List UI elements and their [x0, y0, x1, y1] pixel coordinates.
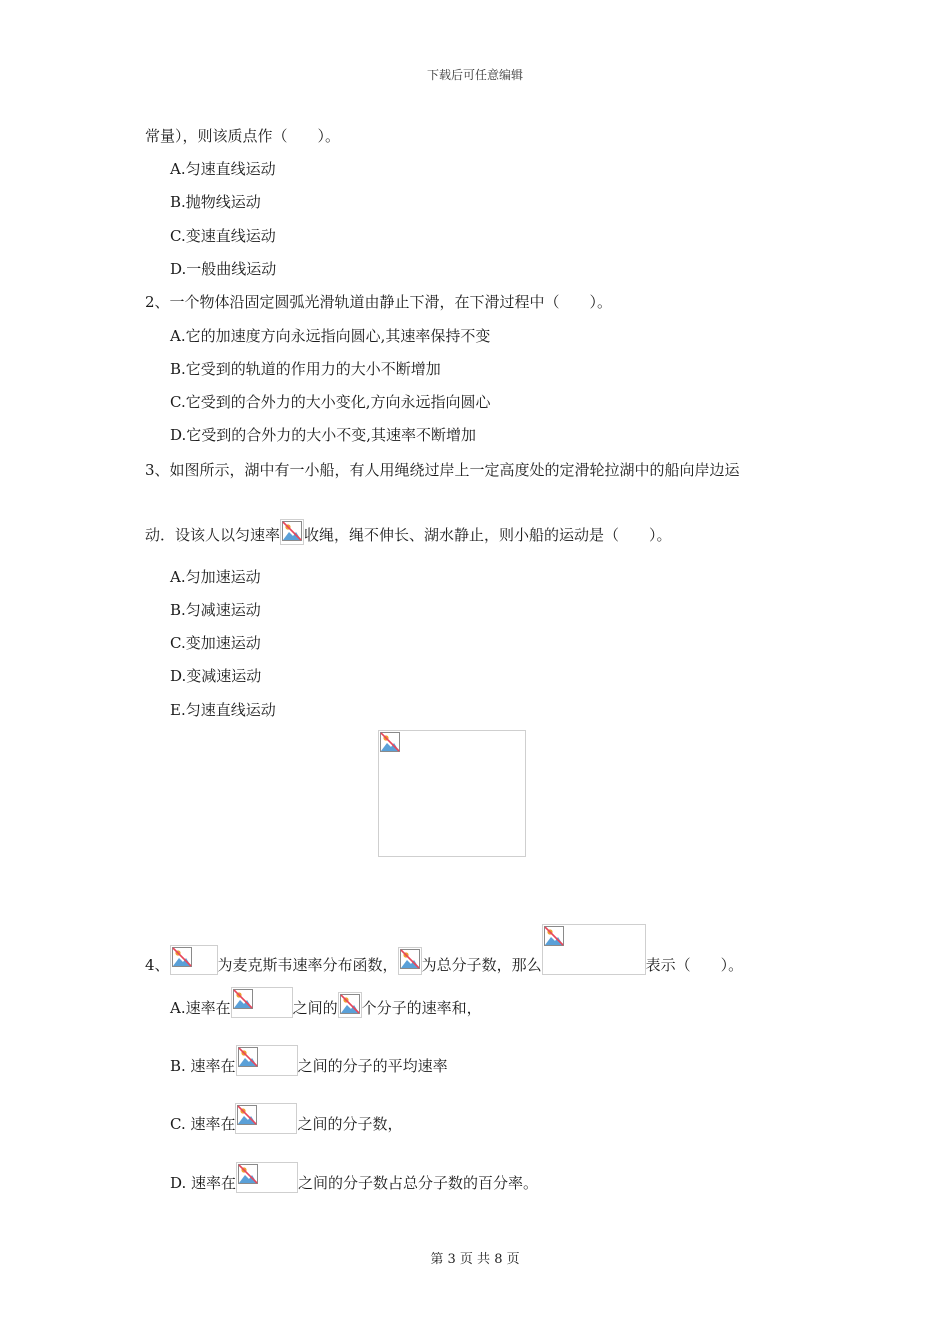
q3-stem-text-b: 收绳，绳不伸长、湖水静止，则小船的运动是（ ）。	[304, 526, 672, 544]
distribution-function-image	[170, 945, 218, 975]
broken-image-icon	[172, 947, 192, 967]
q4-text-c: 表示（ ）。	[645, 956, 744, 974]
q2-option-d: D.它受到的合外力的大小不变,其速率不断增加	[170, 426, 477, 444]
q4-option-c	[170, 1103, 403, 1134]
q4-option-c-post: 之间的分子数，	[297, 1115, 403, 1133]
q3-option-a: A.匀加速运动	[170, 568, 261, 586]
q4-option-b-pre: B. 速率在	[170, 1057, 236, 1075]
q4-text-b: 为总分子数，那么	[421, 956, 542, 974]
q2-option-c: C.它受到的合外力的大小变化,方向永远指向圆心	[170, 393, 491, 411]
speed-interval-image	[236, 1162, 298, 1193]
q1-option-a: A.匀速直线运动	[170, 160, 276, 178]
broken-image-icon	[233, 989, 253, 1009]
total-molecules-image	[398, 947, 422, 975]
q1-option-b: B.抛物线运动	[170, 193, 261, 211]
q3-stem-line2	[145, 519, 672, 545]
q1-stem-tail: 常量），则该质点作（ ）。	[145, 127, 341, 145]
q3-option-d: D.变减速运动	[170, 667, 262, 685]
page-footer: 第 3 页 共 8 页	[430, 1252, 520, 1267]
q4-number: 4、	[145, 956, 170, 974]
broken-image-icon	[544, 926, 564, 946]
boat-pulley-figure	[378, 730, 526, 857]
q3-option-c: C.变加速运动	[170, 634, 261, 652]
q4-option-d-pre: D. 速率在	[170, 1174, 237, 1192]
q3-option-b: B.匀减速运动	[170, 601, 261, 619]
speed-interval-image	[235, 1103, 297, 1134]
speed-symbol-image	[280, 519, 304, 545]
q3-stem-text-a: 动．设该人以匀速率	[145, 526, 281, 544]
q3-option-e: E.匀速直线运动	[170, 701, 276, 719]
q4-option-c-pre: C. 速率在	[170, 1115, 236, 1133]
q2-option-a: A.它的加速度方向永远指向圆心,其速率保持不变	[170, 327, 491, 345]
broken-image-icon	[282, 521, 302, 541]
broken-image-icon	[340, 994, 360, 1014]
count-symbol-image	[338, 992, 362, 1018]
broken-image-icon	[238, 1164, 258, 1184]
q4-option-a-mid: 之间的	[292, 999, 338, 1017]
q4-text-a: 为麦克斯韦速率分布函数，	[217, 956, 398, 974]
broken-image-icon	[237, 1105, 257, 1125]
q1-option-d: D.一般曲线运动	[170, 260, 277, 278]
broken-image-icon	[238, 1047, 258, 1067]
q4-option-a-pre: A.速率在	[170, 999, 231, 1017]
integral-expression-image	[542, 924, 646, 975]
q4-stem	[145, 924, 743, 975]
q4-option-b-post: 之间的分子的平均速率	[297, 1057, 448, 1075]
q2-stem: 2、一个物体沿固定圆弧光滑轨道由静止下滑，在下滑过程中（ ）。	[145, 293, 613, 311]
speed-interval-image	[236, 1045, 298, 1076]
q4-option-a-post: 个分子的速率和，	[361, 999, 482, 1017]
q4-option-d-post: 之间的分子数占总分子数的百分率。	[298, 1174, 539, 1192]
broken-image-icon	[400, 949, 420, 969]
q4-option-a	[170, 987, 482, 1018]
speed-interval-image	[231, 987, 293, 1018]
page-header: 下载后可任意编辑	[426, 68, 523, 82]
q4-option-d	[170, 1162, 538, 1193]
q3-stem-line1: 3、如图所示，湖中有一小船，有人用绳绕过岸上一定高度处的定滑轮拉湖中的船向岸边运	[145, 461, 740, 479]
q4-option-b	[170, 1045, 448, 1076]
q1-option-c: C.变速直线运动	[170, 227, 276, 245]
q2-option-b: B.它受到的轨道的作用力的大小不断增加	[170, 360, 441, 378]
broken-image-icon	[380, 732, 400, 752]
